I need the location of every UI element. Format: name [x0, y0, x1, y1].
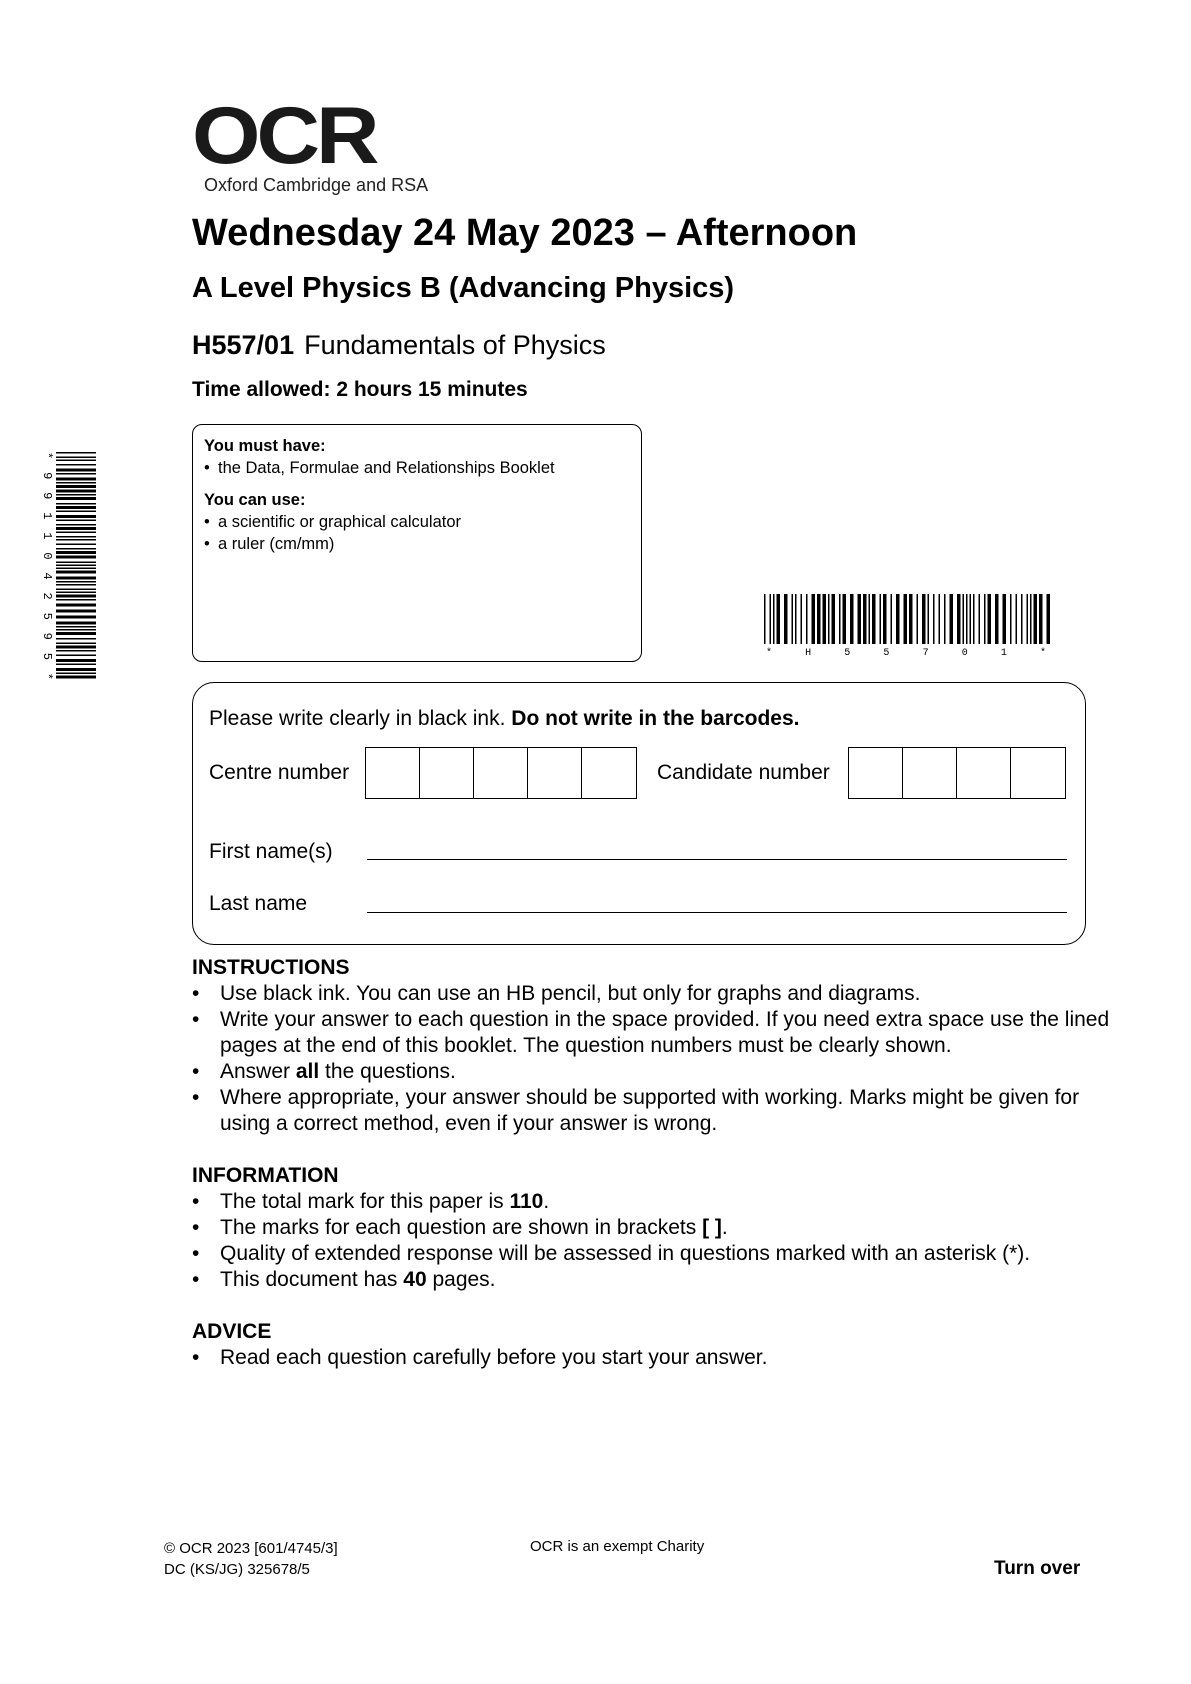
can-use-item: • a ruler (cm/mm) — [204, 533, 630, 555]
barcode-warning: Do not write in the barcodes. — [511, 707, 800, 730]
barcode-bar — [896, 594, 900, 644]
requirements-box — [192, 424, 642, 662]
charity-note: OCR is an exempt Charity — [530, 1538, 705, 1555]
barcode-bar — [939, 594, 941, 644]
barcode-bar — [56, 562, 96, 564]
barcode-bar — [777, 594, 781, 644]
candidate-number-label: Candidate number — [657, 761, 830, 784]
information-heading: INFORMATION — [192, 1164, 339, 1187]
barcode-bar — [917, 594, 919, 644]
logo-subtitle: Oxford Cambridge and RSA — [204, 175, 429, 195]
barcode-bar — [56, 599, 96, 601]
barcode-bar — [56, 464, 96, 466]
barcode-bar — [56, 592, 96, 594]
can-use-item: • a scientific or graphical calculator — [204, 511, 630, 533]
barcode-bar — [950, 594, 954, 644]
barcode-bar — [970, 594, 972, 644]
time-allowed: Time allowed: 2 hours 15 minutes — [192, 378, 528, 401]
barcode-bar — [863, 594, 867, 644]
barcode-bar — [904, 594, 908, 644]
barcode-bar — [56, 604, 96, 607]
paper-heading — [192, 330, 606, 361]
barcode-bar — [56, 511, 96, 513]
barcode-bar — [56, 595, 96, 598]
barcode-bar — [1003, 594, 1007, 644]
barcode-bar — [988, 594, 992, 644]
vertical-barcode — [38, 450, 98, 682]
barcode-bar — [56, 520, 96, 522]
barcode-bar — [880, 594, 882, 644]
barcode-bar — [56, 577, 96, 580]
last-name-label: Last name — [209, 892, 308, 915]
barcode-bar — [883, 594, 887, 644]
barcode-bar — [963, 594, 965, 644]
barcode-bar — [56, 497, 96, 500]
barcode-bar — [56, 503, 96, 505]
barcode-bar — [1021, 594, 1023, 644]
advice-section — [192, 1319, 1112, 1371]
information-item: • This document has 40 pages. — [192, 1267, 1112, 1293]
barcode-bar — [56, 659, 96, 662]
barcode-bar — [56, 610, 96, 613]
instruction-item: • Use black ink. You can use an HB pencil, but only for graphs and diagrams. — [192, 981, 1112, 1007]
advice-heading: ADVICE — [192, 1320, 272, 1343]
barcode-bar — [56, 490, 96, 493]
barcode-bar — [801, 594, 803, 644]
barcode-bar — [56, 655, 96, 657]
barcode-bar — [1027, 594, 1029, 644]
barcode-bar — [56, 515, 96, 518]
barcode-bar — [784, 594, 788, 644]
ocr-logo — [192, 89, 452, 205]
barcode-bar — [812, 594, 816, 644]
centre-number-field[interactable] — [365, 747, 637, 799]
barcode-bar — [56, 668, 96, 671]
barcode-bar — [56, 539, 96, 541]
ink-prompt: Please write clearly in black ink. Do not write in the barcodes. — [209, 707, 800, 730]
barcode-bar — [1047, 594, 1051, 644]
barcode-bar — [56, 622, 96, 625]
barcode-bar — [56, 527, 96, 530]
barcode-bar — [933, 594, 935, 644]
barcode-bar — [56, 638, 96, 640]
horizontal-barcode — [762, 594, 1052, 656]
centre-number-cell[interactable] — [582, 748, 636, 798]
barcode-bar — [56, 473, 96, 475]
barcode-bar — [909, 594, 913, 644]
barcode-bar — [891, 594, 893, 644]
barcode-bar — [823, 594, 827, 644]
must-have-item: • the Data, Formulae and Relationships Booklet — [204, 457, 630, 479]
footer-copyright — [164, 1538, 338, 1580]
barcode-bar — [56, 664, 96, 666]
instructions-section — [192, 955, 1112, 1137]
barcode-bar — [1034, 594, 1038, 644]
barcode-bar — [817, 594, 821, 644]
barcode-bar — [973, 594, 975, 644]
copyright-text: © OCR 2023 [601/4745/3] — [164, 1540, 338, 1557]
must-have-heading: You must have: — [204, 437, 326, 455]
barcode-bar — [843, 594, 847, 644]
centre-number-cell[interactable] — [420, 748, 474, 798]
barcode-bar — [56, 632, 96, 635]
candidate-details-box — [192, 682, 1086, 945]
instruction-item: • Write your answer to each question in the space provided. If you need extra space use the lined pages at the end of this booklet. The question numbers must be clearly shown. — [192, 1007, 1112, 1059]
first-name-line[interactable] — [367, 859, 1067, 860]
advice-item: • Read each question carefully before you start your answer. — [192, 1345, 1112, 1371]
barcode-bar — [957, 594, 961, 644]
candidate-number-cell[interactable] — [903, 748, 957, 798]
document-code: DC (KS/JG) 325678/5 — [164, 1561, 310, 1578]
barcode-bar — [56, 673, 96, 675]
barcode-bar — [1010, 594, 1012, 644]
paper-code: H557/01 — [192, 330, 295, 360]
information-section — [192, 1163, 1112, 1293]
vertical-barcode-text: *9911042595* — [40, 452, 54, 680]
centre-number-label: Centre number — [209, 761, 350, 784]
barcode-bar — [56, 482, 96, 484]
barcode-bar — [56, 544, 96, 546]
barcode-bar — [995, 594, 999, 644]
barcode-bar — [944, 594, 946, 644]
barcode-bar — [858, 594, 862, 644]
barcode-bar — [56, 551, 96, 554]
barcode-bar — [56, 457, 96, 459]
barcode-bar — [56, 565, 96, 567]
turn-over-label: Turn over — [994, 1558, 1081, 1579]
barcode-bar — [806, 594, 808, 644]
information-item: • The marks for each question are shown in brackets [ ]. — [192, 1215, 1112, 1241]
barcode-bar — [764, 594, 766, 644]
exam-date: Wednesday 24 May 2023 – Afternoon — [192, 212, 858, 254]
instructions-heading: INSTRUCTIONS — [192, 956, 350, 979]
barcode-bar — [56, 548, 96, 550]
can-use-heading: You can use: — [204, 491, 306, 509]
barcode-bar — [56, 646, 96, 649]
barcode-bar — [832, 594, 836, 644]
barcode-bar — [979, 594, 981, 644]
barcode-bar — [56, 460, 96, 462]
barcode-bar — [56, 556, 96, 559]
barcode-bar — [56, 616, 96, 619]
barcode-bar — [828, 594, 830, 644]
barcode-bar — [56, 571, 96, 574]
barcode-bar — [922, 594, 926, 644]
barcode-bar — [56, 532, 96, 534]
instruction-item: • Where appropriate, your answer should be supported with working. Marks might be given for using a correct method, even if your answer is wrong. — [192, 1085, 1112, 1137]
instruction-item: • Answer all the questions. — [192, 1059, 1112, 1085]
barcode-bar — [56, 452, 96, 454]
centre-number-cell[interactable] — [528, 748, 582, 798]
information-item: • The total mark for this paper is 110. — [192, 1189, 1112, 1215]
barcode-bar — [984, 594, 986, 644]
barcode-bar — [869, 594, 871, 644]
barcode-bar — [56, 643, 96, 645]
horizontal-barcode-text: * H 5 5 7 0 1 * — [766, 648, 1046, 656]
barcode-bar — [56, 589, 96, 591]
barcode-bar — [773, 594, 775, 644]
barcode-bar — [56, 469, 96, 472]
candidate-number-cell[interactable] — [849, 748, 903, 798]
last-name-line[interactable] — [367, 912, 1067, 913]
barcode-bar — [56, 494, 96, 496]
barcode-bar — [56, 626, 96, 628]
barcode-bar — [56, 584, 96, 586]
barcode-bar — [56, 536, 96, 538]
barcode-bar — [1016, 594, 1018, 644]
centre-number-cell[interactable] — [474, 748, 528, 798]
barcode-bar — [966, 594, 968, 644]
barcode-bar — [56, 478, 96, 481]
barcode-bar — [1030, 594, 1032, 644]
candidate-number-field[interactable] — [848, 747, 1066, 799]
barcode-bar — [770, 594, 772, 644]
barcode-bar — [56, 506, 96, 509]
barcode-bar — [56, 629, 96, 631]
barcode-bar — [928, 594, 930, 644]
barcode-bar — [1039, 594, 1043, 644]
barcode-bar — [56, 485, 96, 488]
course-title: A Level Physics B (Advancing Physics) — [192, 272, 735, 304]
candidate-number-cell[interactable] — [1011, 748, 1065, 798]
barcode-bar — [850, 594, 854, 644]
barcode-bar — [792, 594, 794, 644]
first-name-label: First name(s) — [209, 840, 333, 863]
barcode-bar — [56, 568, 96, 570]
information-item: • Quality of extended response will be assessed in questions marked with an asterisk (*). — [192, 1241, 1112, 1267]
barcode-bar — [56, 524, 96, 526]
barcode-bar — [56, 581, 96, 583]
barcode-bar — [839, 594, 841, 644]
barcode-bar — [795, 594, 797, 644]
paper-title: Fundamentals of Physics — [304, 330, 606, 360]
centre-number-cell[interactable] — [366, 748, 420, 798]
candidate-number-cell[interactable] — [957, 748, 1011, 798]
logo-wordmark: OCR — [192, 89, 376, 181]
barcode-bar — [872, 594, 876, 644]
barcode-bar — [56, 650, 96, 652]
barcode-bar — [56, 676, 96, 679]
